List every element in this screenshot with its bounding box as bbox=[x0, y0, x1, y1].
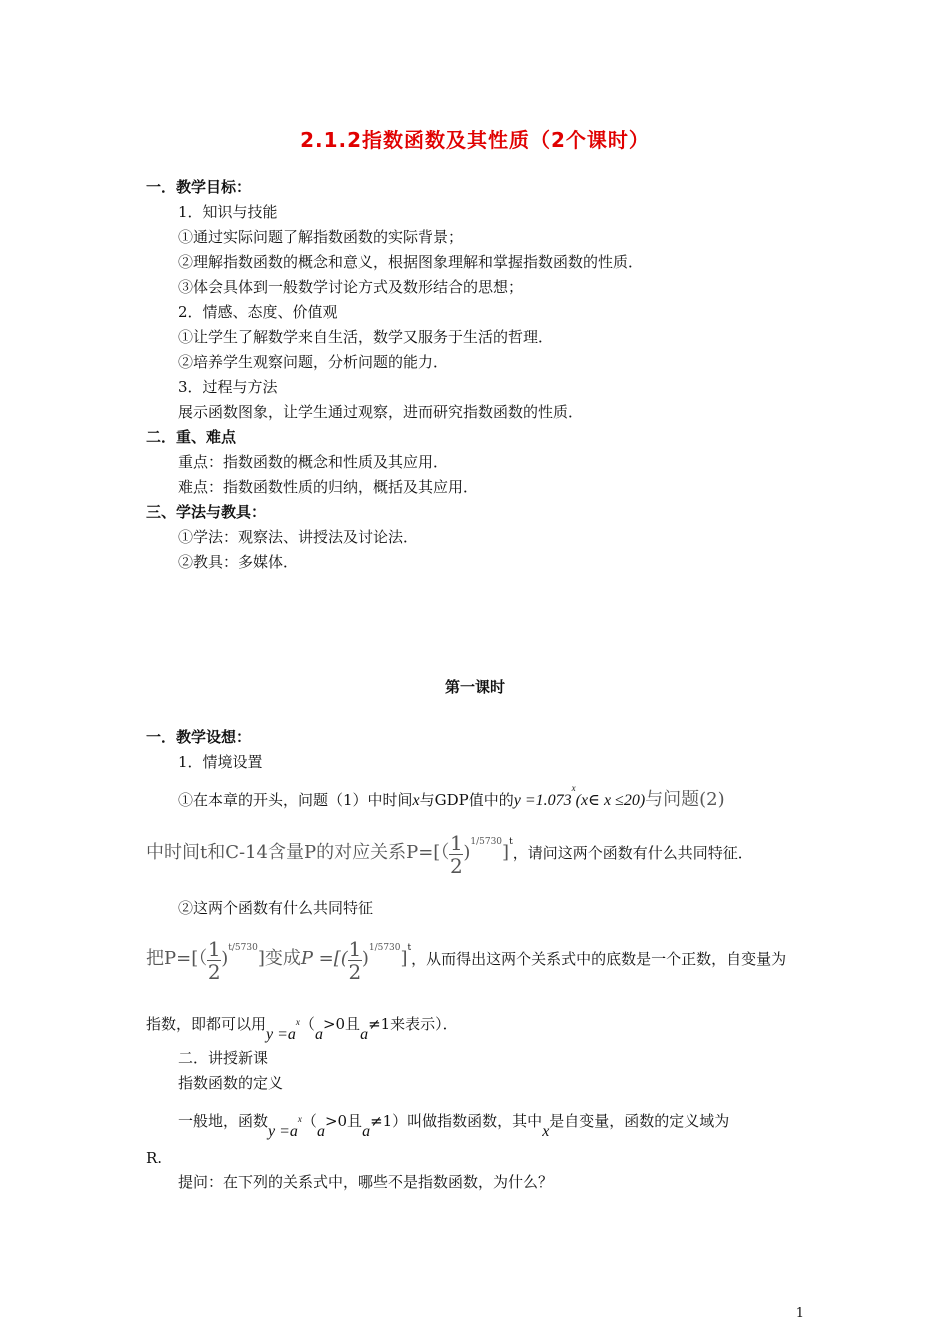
section-heading-methods: 三、学法与教具： bbox=[146, 503, 267, 521]
paragraph-context bbox=[178, 778, 725, 811]
fraction-numerator: 1 bbox=[348, 936, 362, 961]
text-span: 一般地，函数 bbox=[178, 1112, 269, 1130]
text-line: ②教具：多媒体． bbox=[178, 553, 299, 571]
text-span: ≠1）叫做指数函数，其中 bbox=[370, 1112, 543, 1130]
page-number: 1 bbox=[795, 1306, 804, 1321]
math-superscript: x bbox=[571, 783, 576, 793]
math-variable: a bbox=[314, 1026, 323, 1043]
fraction-denominator: 2 bbox=[449, 853, 463, 878]
text-span: ]变成 bbox=[257, 948, 301, 969]
text-line: ①让学生了解数学来自生活，数学又服务于生活的哲理． bbox=[178, 328, 554, 346]
text-span: 与问题(2) bbox=[645, 789, 725, 810]
math-formula: y =a bbox=[266, 1026, 296, 1043]
math-exponent: t/5730 bbox=[228, 943, 258, 953]
section-heading-key-points: 二．重、难点 bbox=[146, 428, 237, 446]
text-line: 难点：指数函数性质的归纳，概括及其应用． bbox=[178, 478, 479, 496]
text-line: ②这两个函数有什么共同特征 bbox=[178, 899, 374, 917]
text-line: R. bbox=[146, 1149, 163, 1167]
text-span: （ bbox=[301, 1112, 317, 1130]
text-span: 中时间t和C-14含量P的对应关系P=[（ bbox=[146, 842, 450, 863]
math-formula: y =a bbox=[268, 1123, 298, 1140]
text-line: 重点：指数函数的概念和性质及其应用． bbox=[178, 453, 449, 471]
math-variable: a bbox=[316, 1123, 325, 1140]
math-variable: a bbox=[360, 1026, 369, 1043]
text-line: ①通过实际问题了解指数函数的实际背景； bbox=[178, 228, 464, 246]
fraction bbox=[348, 936, 362, 984]
text-line: 提问：在下列的关系式中，哪些不是指数函数，为什么？ bbox=[178, 1173, 554, 1191]
text-span: ] bbox=[502, 842, 510, 863]
text-span: ①在本章的开头，问题（1）中时间 bbox=[178, 791, 413, 809]
text-line: 1．情境设置 bbox=[178, 753, 263, 771]
lesson-heading: 第一课时 bbox=[444, 678, 505, 696]
math-exponent: 1/5730 bbox=[470, 837, 503, 847]
section-heading-objectives: 一．教学目标： bbox=[146, 178, 252, 196]
text-line: 2．情感、态度、价值观 bbox=[178, 303, 338, 321]
fraction-numerator: 1 bbox=[449, 830, 463, 855]
text-span: ，从而得出这两个关系式中的底数是一个正数，自变量为 bbox=[411, 950, 787, 968]
text-span: 与GDP值中的 bbox=[419, 791, 514, 809]
section-heading-design: 一．教学设想： bbox=[146, 728, 252, 746]
math-superscript: t bbox=[509, 837, 513, 847]
fraction-numerator: 1 bbox=[207, 936, 221, 961]
paragraph-definition bbox=[178, 1099, 730, 1140]
text-line: 展示函数图象，让学生通过观察，进而研究指数函数的性质． bbox=[178, 403, 584, 421]
text-line: ②理解指数函数的概念和意义，根据图象理解和掌握指数函数的性质． bbox=[178, 253, 644, 271]
text-line: ①学法：观察法、讲授法及讨论法． bbox=[178, 528, 419, 546]
math-domain: (x∈ x ≤20) bbox=[575, 792, 646, 809]
text-span: >0且 bbox=[324, 1112, 363, 1130]
text-span: （ bbox=[299, 1015, 315, 1033]
fraction-denominator: 2 bbox=[207, 959, 221, 984]
math-exponent: 1/5730 bbox=[368, 943, 401, 953]
text-line: ③体会具体到一般数学讨论方式及数形结合的思想； bbox=[178, 278, 524, 296]
text-span: 把P=[（ bbox=[146, 948, 208, 969]
text-span: ] bbox=[400, 948, 408, 969]
paragraph-transform: 把P=[（ $\frac{1}{2}$ )$^{t/5730}$]变成P =[( $\frac{1}{2}$ )$^{1/5730}$]$^t$，从而得出这两个关系式中的底数是一个正数，自变量为 bbox=[146, 936, 787, 984]
text-line: 指数函数的定义 bbox=[178, 1074, 284, 1092]
fraction bbox=[207, 936, 221, 984]
text-span: ，请问这两个函数有什么共同特征． bbox=[512, 844, 753, 862]
math-superscript: t bbox=[407, 943, 412, 953]
text-span: 是自变量，函数的定义域为 bbox=[549, 1112, 730, 1130]
section-heading-new-lesson: 二．讲授新课 bbox=[178, 1049, 269, 1067]
text-span: ≠1来表示）． bbox=[368, 1015, 458, 1033]
math-formula: y =1.073 bbox=[513, 792, 572, 809]
math-variable: x bbox=[542, 1123, 550, 1140]
text-line: 3．过程与方法 bbox=[178, 378, 278, 396]
text-span: >0且 bbox=[322, 1015, 361, 1033]
math-variable: x bbox=[412, 792, 420, 809]
paragraph-carbon14: 中时间t和C-14含量P的对应关系P=[（ $\frac{1}{2}$ )$^{1/5730}$]$^t$，请问这两个函数有什么共同特征． bbox=[146, 830, 753, 878]
math-superscript: x bbox=[295, 1017, 300, 1027]
paragraph-general-form bbox=[146, 1002, 458, 1043]
text-line: 1．知识与技能 bbox=[178, 203, 278, 221]
document-title: 2.1.2指数函数及其性质（2个课时） bbox=[300, 128, 650, 152]
fraction bbox=[449, 830, 463, 878]
text-span: 指数，即都可以用 bbox=[146, 1015, 267, 1033]
math-variable: a bbox=[362, 1123, 371, 1140]
math-superscript: x bbox=[297, 1114, 302, 1124]
math-formula: P =[( bbox=[300, 948, 348, 969]
fraction-denominator: 2 bbox=[348, 959, 362, 984]
text-line: ②培养学生观察问题，分析问题的能力． bbox=[178, 353, 449, 371]
